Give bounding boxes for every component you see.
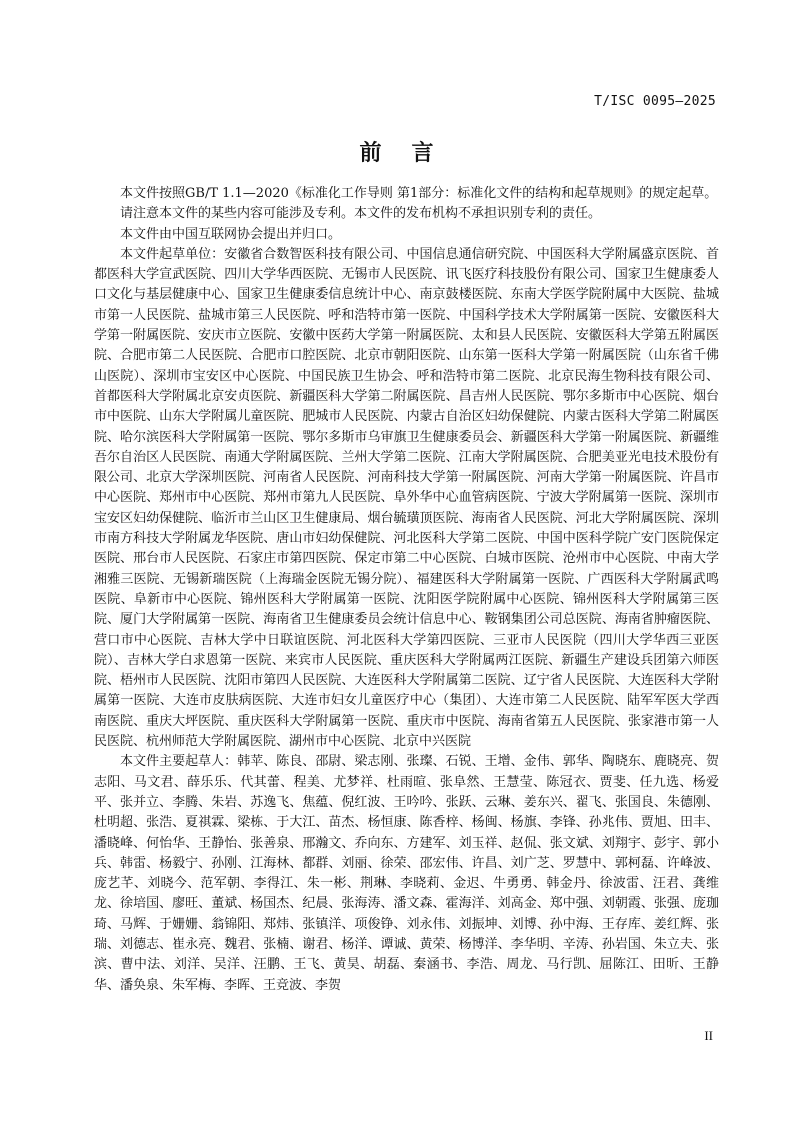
page-number: II	[704, 1028, 713, 1043]
paragraph-drafting-units: 本文件起草单位：安徽省合数智医科技有限公司、中国信息通信研究院、中国医科大学附属盛京医院、首都医科大学宣武医院、四川大学华西医院、无锡市人民医院、讯飞医疗科技股份有限公司、国家卫生健康委人口文化与基层健康中心、国家卫生健康委信息统计中心、南京鼓楼医院、东南大学医学院附属中大医院、盐城市第一人民医院、盐城市第三人民医院、呼和浩特市第一医院、中国科学技术大学附属第一医院、安徽医科大学第一附属医院、安庆市立医院、安徽中医药大学第一附属医院、太和县人民医院、安徽医科大学第五附属医院、合肥市第二人民医院、合肥市口腔医院、北京市朝阳医院、山东第一医科大学第一附属医院（山东省千佛山医院）、深圳市宝安区中心医院、中国民族卫生协会、呼和浩特市第二医院、北京民海生物科技有限公司、首都医科大学附属北京安贞医院、新疆医科大学第二附属医院、昌吉州人民医院、鄂尔多斯市中心医院、烟台市中医院、山东大学附属儿童医院、肥城市人民医院、内蒙古自治区妇幼保健院、内蒙古医科大学第二附属医院、哈尔滨医科大学附属第一医院、鄂尔多斯市乌审旗卫生健康委员会、新疆医科大学第一附属医院、新疆维吾尔自治区人民医院、南通大学附属医院、兰州大学第二医院、江南大学附属医院、合肥美亚光电技术股份有限公司、北京大学深圳医院、河南省人民医院、河南科技大学第一附属医院、河南大学第一附属医院、许昌市中心医院、郑州市中心医院、郑州市第九人民医院、阜外华中心血管病医院、宁波大学附属第一医院、深圳市宝安区妇幼保健院、临沂市兰山区卫生健康局、烟台毓璜顶医院、海南省人民医院、河北大学附属医院、深圳市南方科技大学附属龙华医院、唐山市妇幼保健院、河北医科大学第二医院、中国中医科学院广安门医院保定医院、邢台市人民医院、石家庄市第四医院、保定市第二中心医院、白城市医院、沧州市中心医院、中南大学湘雅三医院、无锡新瑞医院（上海瑞金医院无锡分院）、福建医科大学附属第一医院、广西医科大学附属武鸣医院、阜新市中心医院、锦州医科大学附属第一医院、沈阳医学院附属中心医院、锦州医科大学附属第三医院、厦门大学附属第一医院、海南省卫生健康委员会统计信息中心、鞍钢集团公司总医院、海南省肿瘤医院、营口市中心医院、吉林大学中日联谊医院、河北医科大学第四医院、三亚市人民医院（四川大学华西三亚医院）、吉林大学白求恩第一医院、来宾市人民医院、重庆医科大学附属两江医院、新疆生产建设兵团第六师医院、梧州市人民医院、沈阳市第四人民医院、大连医科大学附属第二医院、辽宁省人民医院、大连医科大学附属第一医院、大连市皮肤病医院、大连市妇女儿童医疗中心（集团）、大连市第二人民医院、陆军军医大学西南医院、重庆大坪医院、重庆医科大学附属第一医院、重庆市中医院、海南省第五人民医院、张家港市第一人民医院、杭州师范大学附属医院、湖州市中心医院、北京中兴医院	[94, 246, 719, 750]
paragraph-proposer: 本文件由中国互联网协会提出并归口。	[120, 226, 342, 242]
paragraph-patent-notice: 请注意本文件的某些内容可能涉及专利。本文件的发布机构不承担识别专利的责任。	[120, 206, 602, 222]
standard-number: T/ISC 0095—2025	[594, 94, 716, 109]
paragraph-drafters: 本文件主要起草人：韩苹、陈良、邵尉、梁志刚、张璨、石锐、王增、金伟、郭华、陶晓东、鹿晓亮、贺志阳、马文君、薛乐乐、代其蕾、程美、尤梦祥、杜雨暄、张阜然、王慧莹、陈冠衣、贾斐、任九选、杨爱平、张并立、李腾、朱岩、苏逸飞、焦蕴、倪红波、王吟吟、张跃、云琳、姜东兴、翟飞、张国良、朱德刚、杜明超、张浩、夏祺霖、梁栋、于大江、苗杰、杨恒康、陈香梓、杨闽、杨旗、李锋、孙兆伟、贾旭、田丰、潘晓峰、何怡华、王静怡、张善泉、邢瀚文、乔向东、方建军、刘玉祥、赵侃、张文斌、刘翔宇、彭宇、郭小兵、韩雷、杨毅宁、孙刚、江海林、都群、刘丽、徐荣、邵宏伟、许昌、刘广芝、罗慧中、郭柯磊、许峰波、庞艺芊、刘晓今、范军朝、李得江、朱一彬、荆琳、李晓莉、金迟、牛勇勇、韩金丹、徐波雷、汪君、龚维龙、徐培国、廖旺、董斌、杨国杰、纪晨、张海涛、潘文森、霍海洋、刘高金、郑中强、刘朝霞、张强、庞珈琦、马辉、于姗姗、翁锦阳、郑炜、张镇洋、项俊铮、刘永伟、刘振坤、刘博、孙中海、王存库、姜红辉、张瑞、刘德志、崔永亮、魏君、张楠、谢君、杨洋、谭诚、黄荣、杨博洋、李华明、辛涛、孙岩国、朱立夫、张滨、曹中法、刘洋、吴洋、汪鹏、王飞、黄昊、胡磊、秦涵书、李浩、周龙、马行凯、屈陈江、田昕、王静华、潘奂泉、朱军梅、李晖、王竞波、李贺	[94, 754, 719, 993]
preface-body	[94, 184, 719, 996]
page-title: 前言	[359, 141, 464, 166]
paragraph-drafting-rules: 本文件按照GB/T 1.1—2020《标准化工作导则 第1部分：标准化文件的结构和起草规则》的规定起草。	[120, 186, 718, 201]
